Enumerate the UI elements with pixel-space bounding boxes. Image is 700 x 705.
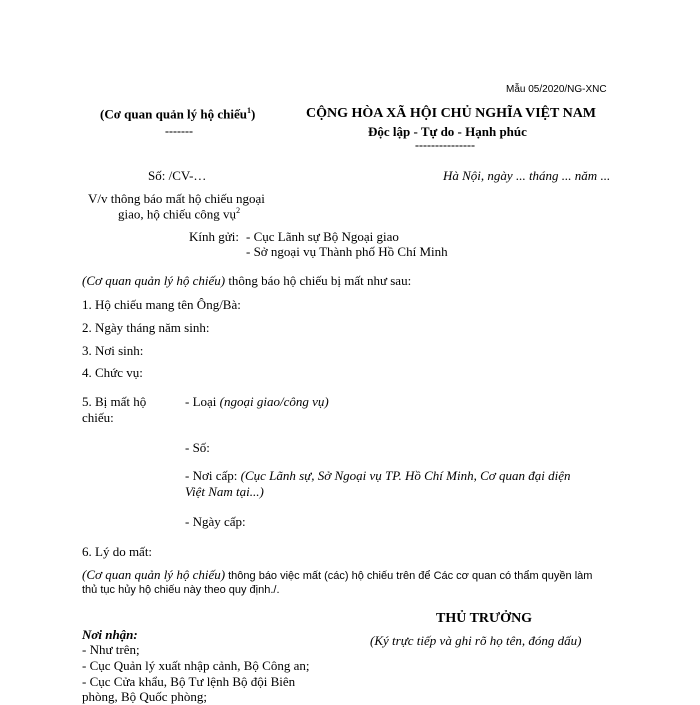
addressee-2: - Sở ngoại vụ Thành phố Hồ Chí Minh — [246, 244, 448, 259]
agency-footnote-mark: 1 — [247, 106, 251, 115]
item-birth-place: 3. Nơi sinh: — [82, 343, 144, 358]
subject-line-2 — [118, 206, 240, 222]
item-birth-date: 2. Ngày tháng năm sinh: — [82, 320, 210, 335]
passport-type-value: (ngoại giao/công vụ) — [219, 394, 329, 409]
issue-date: - Ngày cấp: — [185, 514, 246, 529]
subject-line-1: V/v thông báo mất hộ chiếu ngoại — [88, 191, 265, 206]
issue-place-label: - Nơi cấp: — [185, 468, 241, 483]
subject-footnote-mark: 2 — [236, 206, 241, 215]
place-date: Hà Nội, ngày ... tháng ... năm ... — [443, 168, 611, 183]
document-number: Số: /CV-… — [148, 168, 207, 183]
closing-agency: (Cơ quan quản lý hộ chiếu) — [82, 567, 226, 582]
addressee-label: Kính gửi: — [189, 229, 240, 244]
item-lost-passport-cont: chiếu: — [82, 410, 114, 425]
passport-number: - Số: — [185, 440, 210, 455]
closing-text: thông báo việc mất (các) hộ chiếu trên để Các cơ quan có thẩm quyền làm — [225, 570, 593, 582]
issue-place-cont: Việt Nam tại...) — [185, 484, 264, 499]
intro-paragraph — [82, 273, 411, 289]
recipient-3: - Cục Cửa khẩu, Bộ Tư lệnh Bộ đội Biên — [82, 674, 296, 689]
passport-type-label: - Loại — [185, 394, 220, 409]
item-lost-passport: 5. Bị mất hộ — [82, 394, 147, 409]
motto-rule: --------------- — [415, 138, 475, 152]
country-name: CỘNG HÒA XÃ HỘI CHỦ NGHĨA VIỆT NAM — [306, 106, 597, 121]
issue-place — [185, 468, 570, 484]
form-code: Mẫu 05/2020/NG-XNC — [506, 84, 607, 95]
closing-paragraph — [82, 567, 592, 583]
agency-name: (Cơ quan quản lý hộ chiếu — [100, 106, 247, 122]
intro-text: thông báo hộ chiếu bị mất như sau: — [225, 273, 412, 288]
recipient-1: - Như trên; — [82, 642, 140, 657]
recipient-4: phòng, Bộ Quốc phòng; — [82, 689, 207, 704]
item-position: 4. Chức vụ: — [82, 365, 143, 380]
signature-note: (Ký trực tiếp và ghi rõ họ tên, đóng dấu) — [370, 633, 582, 648]
passport-type — [185, 394, 329, 410]
recipients-label: Nơi nhận: — [82, 627, 138, 642]
closing-paragraph-cont: thủ tục hủy hộ chiếu này theo quy định./. — [82, 584, 280, 596]
agency-rule: ------- — [165, 124, 193, 138]
agency-close: ) — [251, 106, 256, 122]
signature-title: THỦ TRƯỞNG — [436, 611, 533, 626]
addressee-1: - Cục Lãnh sự Bộ Ngoại giao — [246, 229, 399, 244]
subject-text: giao, hộ chiếu công vụ — [118, 206, 237, 222]
item-loss-reason: 6. Lý do mất: — [82, 544, 153, 559]
recipient-2: - Cục Quản lý xuất nhập cảnh, Bộ Công an; — [82, 658, 310, 673]
issue-place-value: (Cục Lãnh sự, Sở Ngoại vụ TP. Hồ Chí Minh, Cơ quan đại diện — [240, 468, 571, 483]
agency-heading — [100, 106, 255, 122]
item-passport-holder: 1. Hộ chiếu mang tên Ông/Bà: — [82, 297, 241, 312]
intro-agency: (Cơ quan quản lý hộ chiếu) — [82, 273, 226, 288]
national-motto: Độc lập - Tự do - Hạnh phúc — [368, 124, 527, 139]
